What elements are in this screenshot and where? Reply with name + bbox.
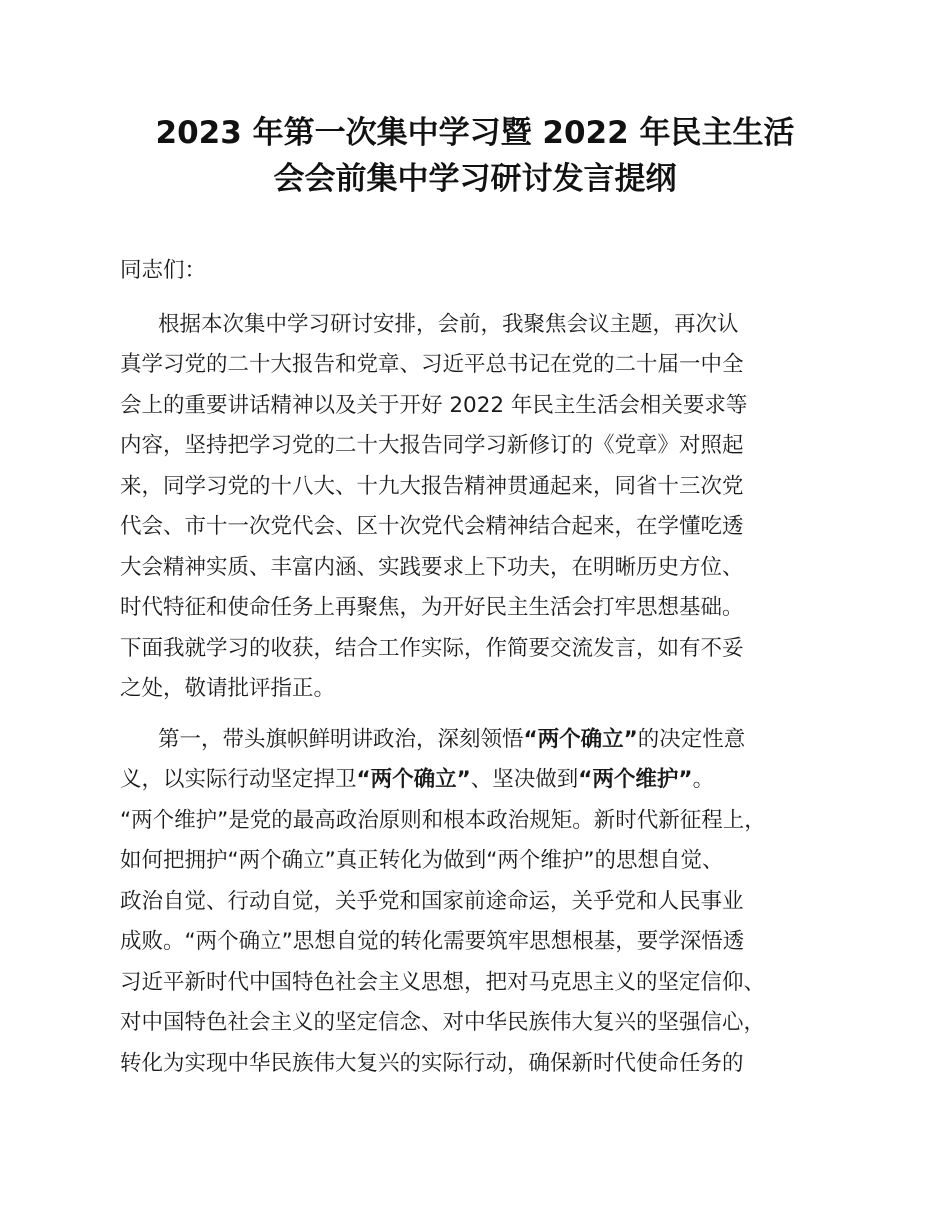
paragraph-1-line: 大会精神实质、丰富内涵、实践要求上下功夫，在明晰历史方位、 (120, 554, 744, 580)
paragraph-2-text: 义，以实际行动坚定捍卫 (120, 767, 357, 792)
emphasis-two-establishments: “两个确立” (356, 767, 471, 792)
paragraph-1-line: 下面我就学习的收获，结合工作实际，作简要交流发言，如有不妥 (120, 635, 744, 661)
paragraph-1-line: 真学习党的二十大报告和党章、习近平总书记在党的二十届一中全 (120, 352, 744, 377)
paragraph-2-line: 如何把拥护“两个确立”真正转化为做到“两个维护”的思想自觉、 (120, 848, 724, 873)
paragraph-1-line: 之处，敬请批评指正。 (120, 676, 336, 701)
salutation: 同志们： (120, 258, 207, 283)
paragraph-2-line: 转化为实现中华民族伟大复兴的实际行动，确保新时代使命任务的 (120, 1050, 744, 1076)
paragraph-1-line: 时代特征和使命任务上再聚焦，为开好民主生活会打牢思想基础。 (120, 595, 744, 620)
paragraph-1-line: 会上的重要讲话精神以及关于开好 2022 年民主生活会相关要求等 (120, 392, 748, 418)
document-title (0, 110, 950, 202)
paragraph-2-line (120, 760, 865, 801)
title-line-2: 会会前集中学习研讨发言提纲 (273, 161, 677, 197)
emphasis-two-establishments: “两个确立” (523, 726, 638, 752)
paragraph-2-line (120, 720, 865, 761)
title-line-1: 2023 年第一次集中学习暨 2022 年民主生活 (155, 115, 795, 151)
paragraph-1-line: 代会、市十一次党代会、区十次党代会精神结合起来，在学懂吃透 (120, 514, 744, 539)
paragraph-2-text: 、坚决做到 (470, 767, 579, 792)
paragraph-2-text: 第一，带头旗帜鲜明讲政治，深刻领悟 (158, 726, 524, 752)
paragraph-1-line: 来，同学习党的十八大、十九大报告精神贯通起来，同省十三次党 (120, 473, 744, 499)
paragraph-2-line: “两个维护”是党的最高政治原则和根本政治规矩。新时代新征程上， (120, 807, 766, 833)
paragraph-1-line: 内容，坚持把学习党的二十大报告同学习新修订的《党章》对照起 (120, 433, 744, 458)
paragraph-2-text: 。 (692, 767, 715, 792)
document-body (120, 251, 865, 1084)
paragraph-2-line: 对中国特色社会主义的坚定信念、对中华民族伟大复兴的坚强信心， (120, 1010, 766, 1035)
paragraph-2 (120, 720, 865, 1085)
paragraph-2-text: 的决定性意 (637, 726, 746, 752)
paragraph-1-line: 根据本次集中学习研讨安排，会前，我聚焦会议主题，再次认 (158, 311, 739, 337)
paragraph-1 (120, 305, 865, 710)
paragraph-2-line: 习近平新时代中国特色社会主义思想，把对马克思主义的坚定信仰、 (120, 969, 766, 995)
paragraph-2-line: 成败。“两个确立”思想自觉的转化需要筑牢思想根基，要学深悟透 (120, 929, 745, 954)
paragraph-2-line: 政治自觉、行动自觉，关乎党和国家前途命运，关乎党和人民事业 (120, 888, 744, 914)
emphasis-two-safeguards: “两个维护” (578, 767, 693, 792)
